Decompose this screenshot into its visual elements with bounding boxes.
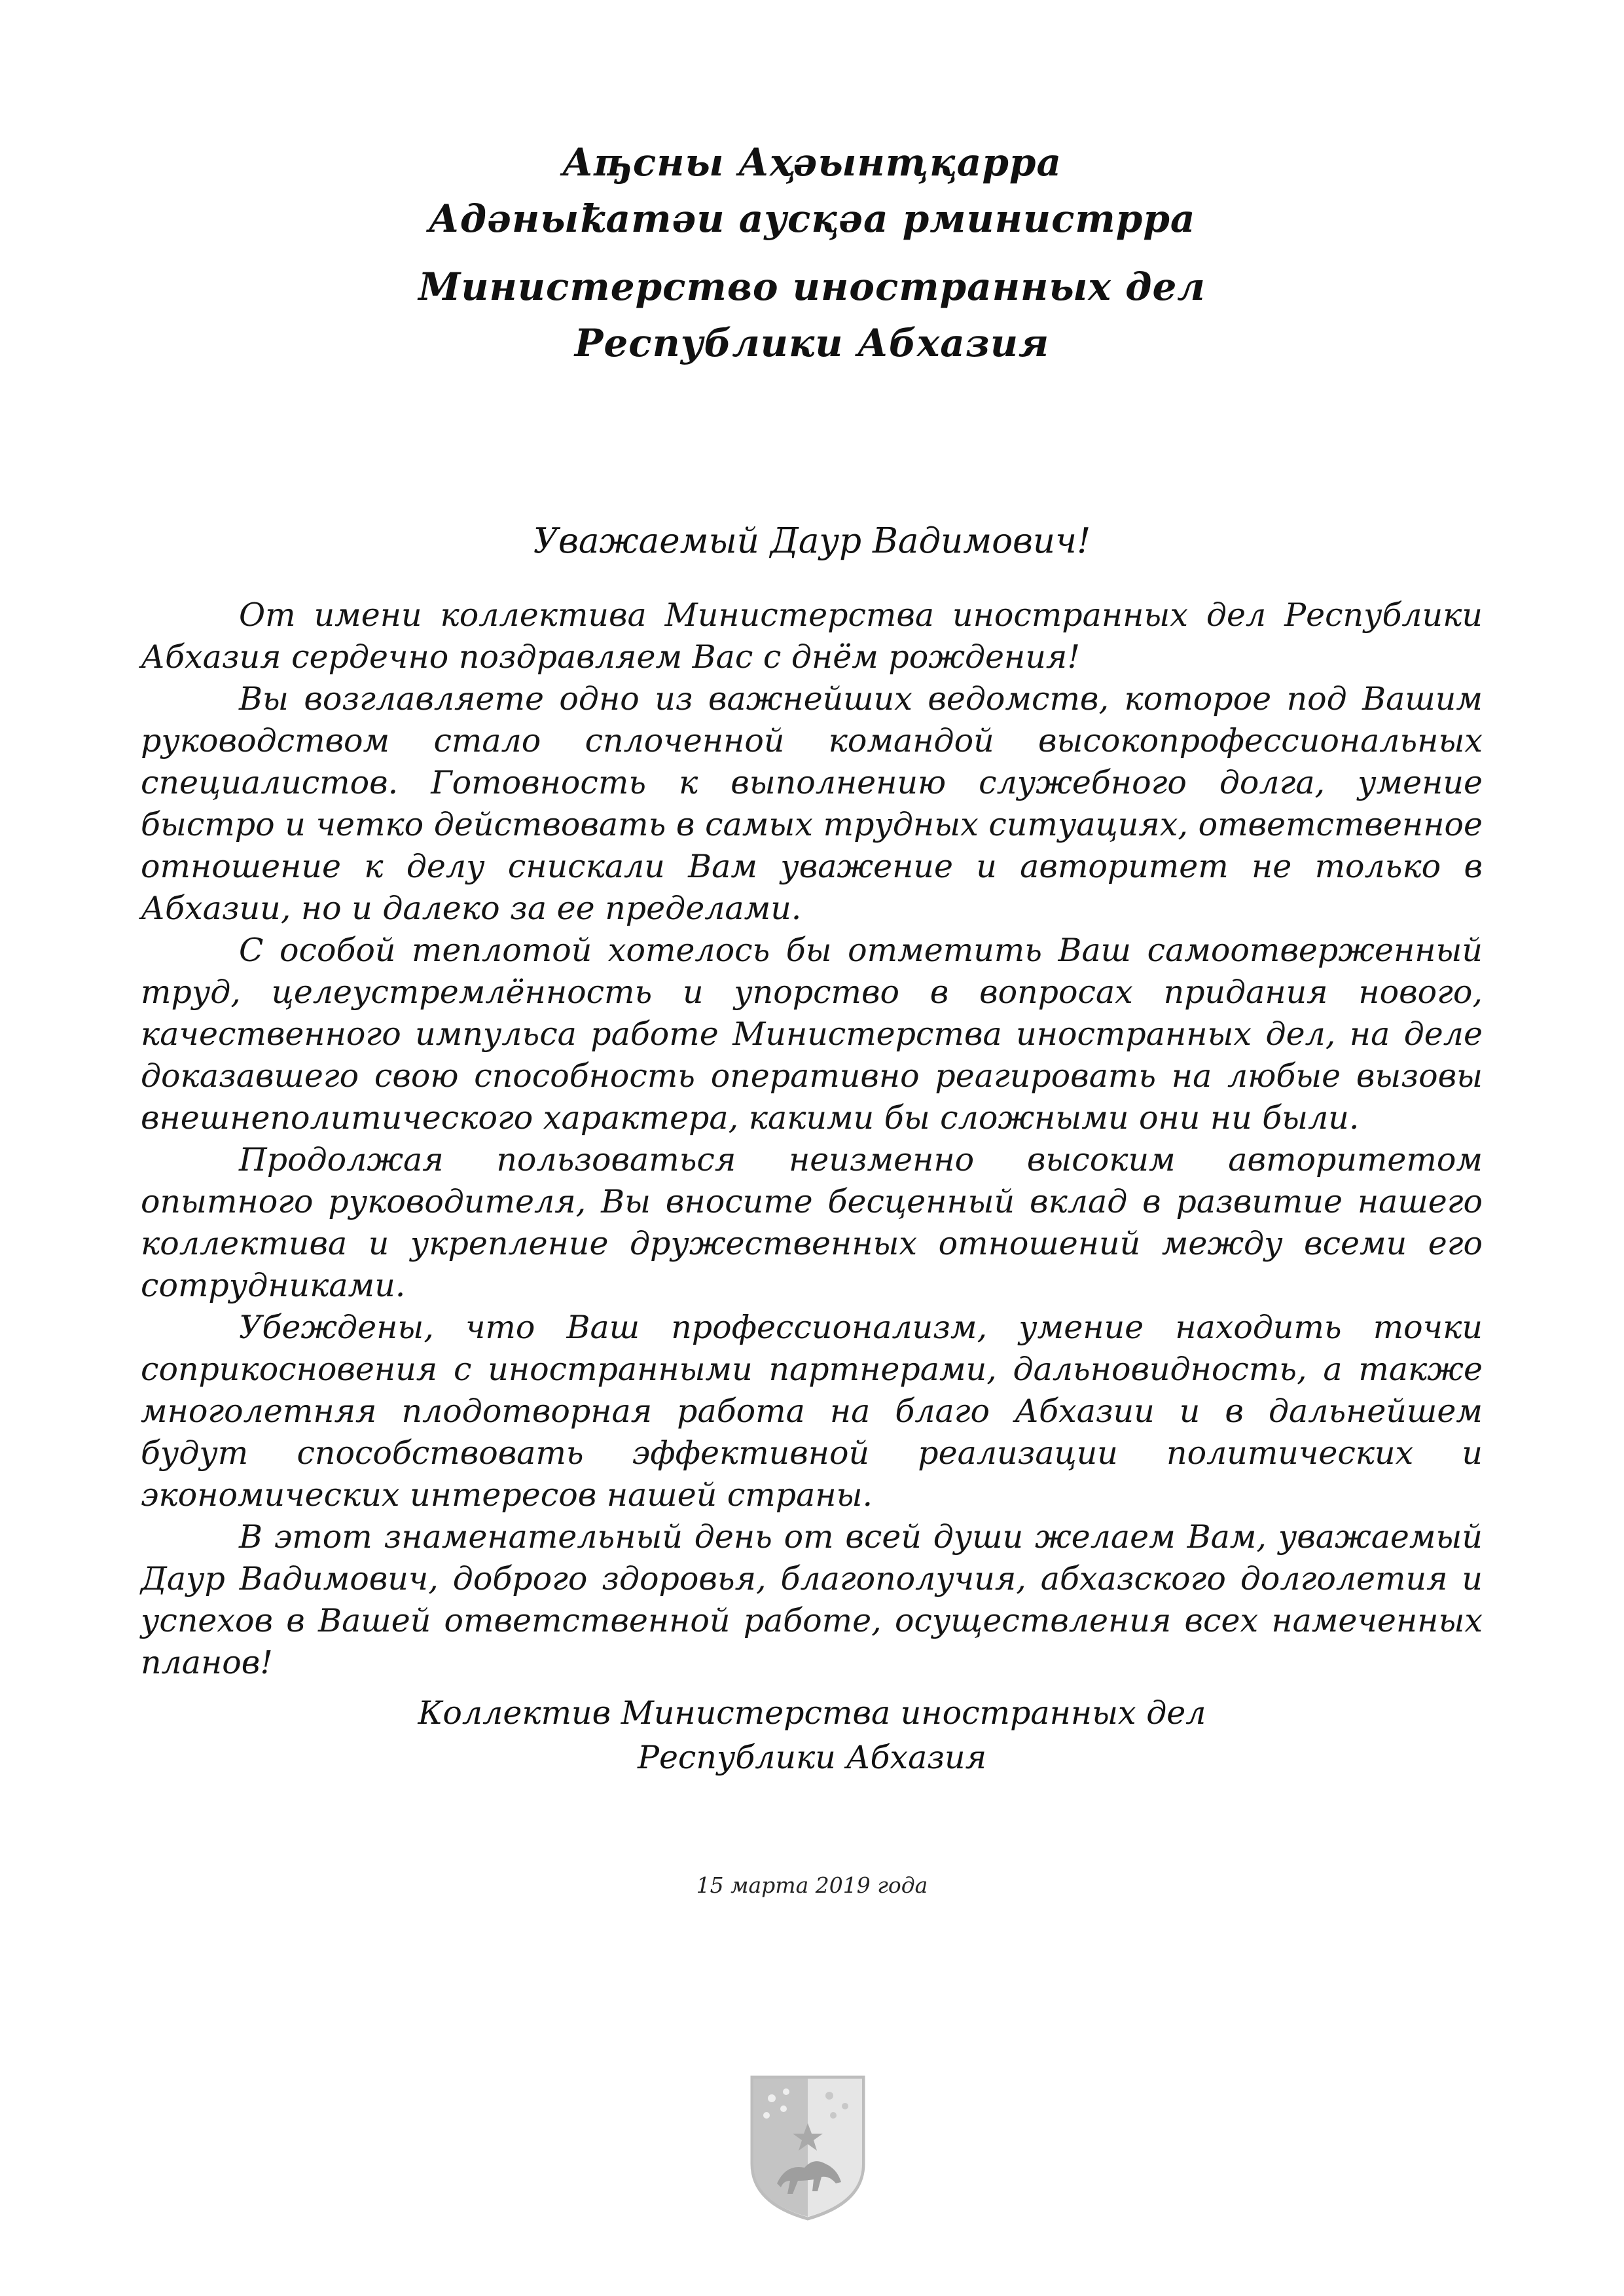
letter-greeting: Уважаемый Даур Вадимович! [533,521,1091,561]
header-russian-line2: Республики Абхазия [574,321,1050,365]
header-russian-line1: Министерство иностранных дел [418,264,1206,309]
signature-line1: Коллектив Министерства иностранных дел [418,1694,1206,1732]
header-russian [0,259,1624,371]
header-abkhaz-line1: Аҧсны Аҳәынҭқарра [562,140,1062,185]
letter-signature [0,1691,1624,1780]
letter-paragraph: Убеждены, что Ваш профессионализм, умение находить точки соприкосновения с иностранными партнерами, дальновидность, а также многолетняя плодотворная работа на благо Абхазии и в дальнейшем будут способствовать эффективной реализации политических и экономических интересов нашей страны. [141,1309,1483,1514]
letter-paragraph: Продолжая пользоваться неизменно высоким авторитетом опытного руководителя, Вы вносите бесценный вклад в развитие нашего коллектива и укрепление дружественных отношений между всеми его сотрудниками. [141,1141,1483,1304]
letter-paragraph: С особой теплотой хотелось бы отметить Ваш самоотверженный труд, целеустремлённость и упорство в вопросах придания нового, качественного импульса работе Министерства иностранных дел, на деле доказавшего свою способность оперативно реагировать на любые вызовы внешнеполитического характера, какими бы сложными они ни были. [141,932,1483,1137]
signature-line2: Республики Абхазия [637,1739,987,1776]
header-abkhaz-line2: Адәныҟатәи аусқәа рминистрра [428,196,1196,241]
letter-body [141,594,1483,1684]
letter-date: 15 марта 2019 года [696,1872,928,1898]
letter-paragraph: От имени коллектива Министерства иностранных дел Республики Абхазия сердечно поздравляем Вас с днём рождения! [141,596,1483,676]
letter-paragraph: Вы возглавляете одно из важнейших ведомств, которое под Вашим руководством стало сплоченной командой высокопрофессиональных специалистов. Готовность к выполнению служебного долга, умение быстро и четко действовать в самых трудных ситуациях, ответственное отношение к делу снискали Вам уважение и авторитет не только в Абхазии, но и далеко за ее пределами. [141,680,1483,927]
letter-paragraph: В этот знаменательный день от всей души желаем Вам, уважаемый Даур Вадимович, доброго здоровья, благополучия, абхазского долголетия и успехов в Вашей ответственной работе, осуществления всех намеченных планов! [141,1518,1483,1681]
coat-of-arms-icon [746,2072,870,2223]
header-abkhaz [0,134,1624,247]
